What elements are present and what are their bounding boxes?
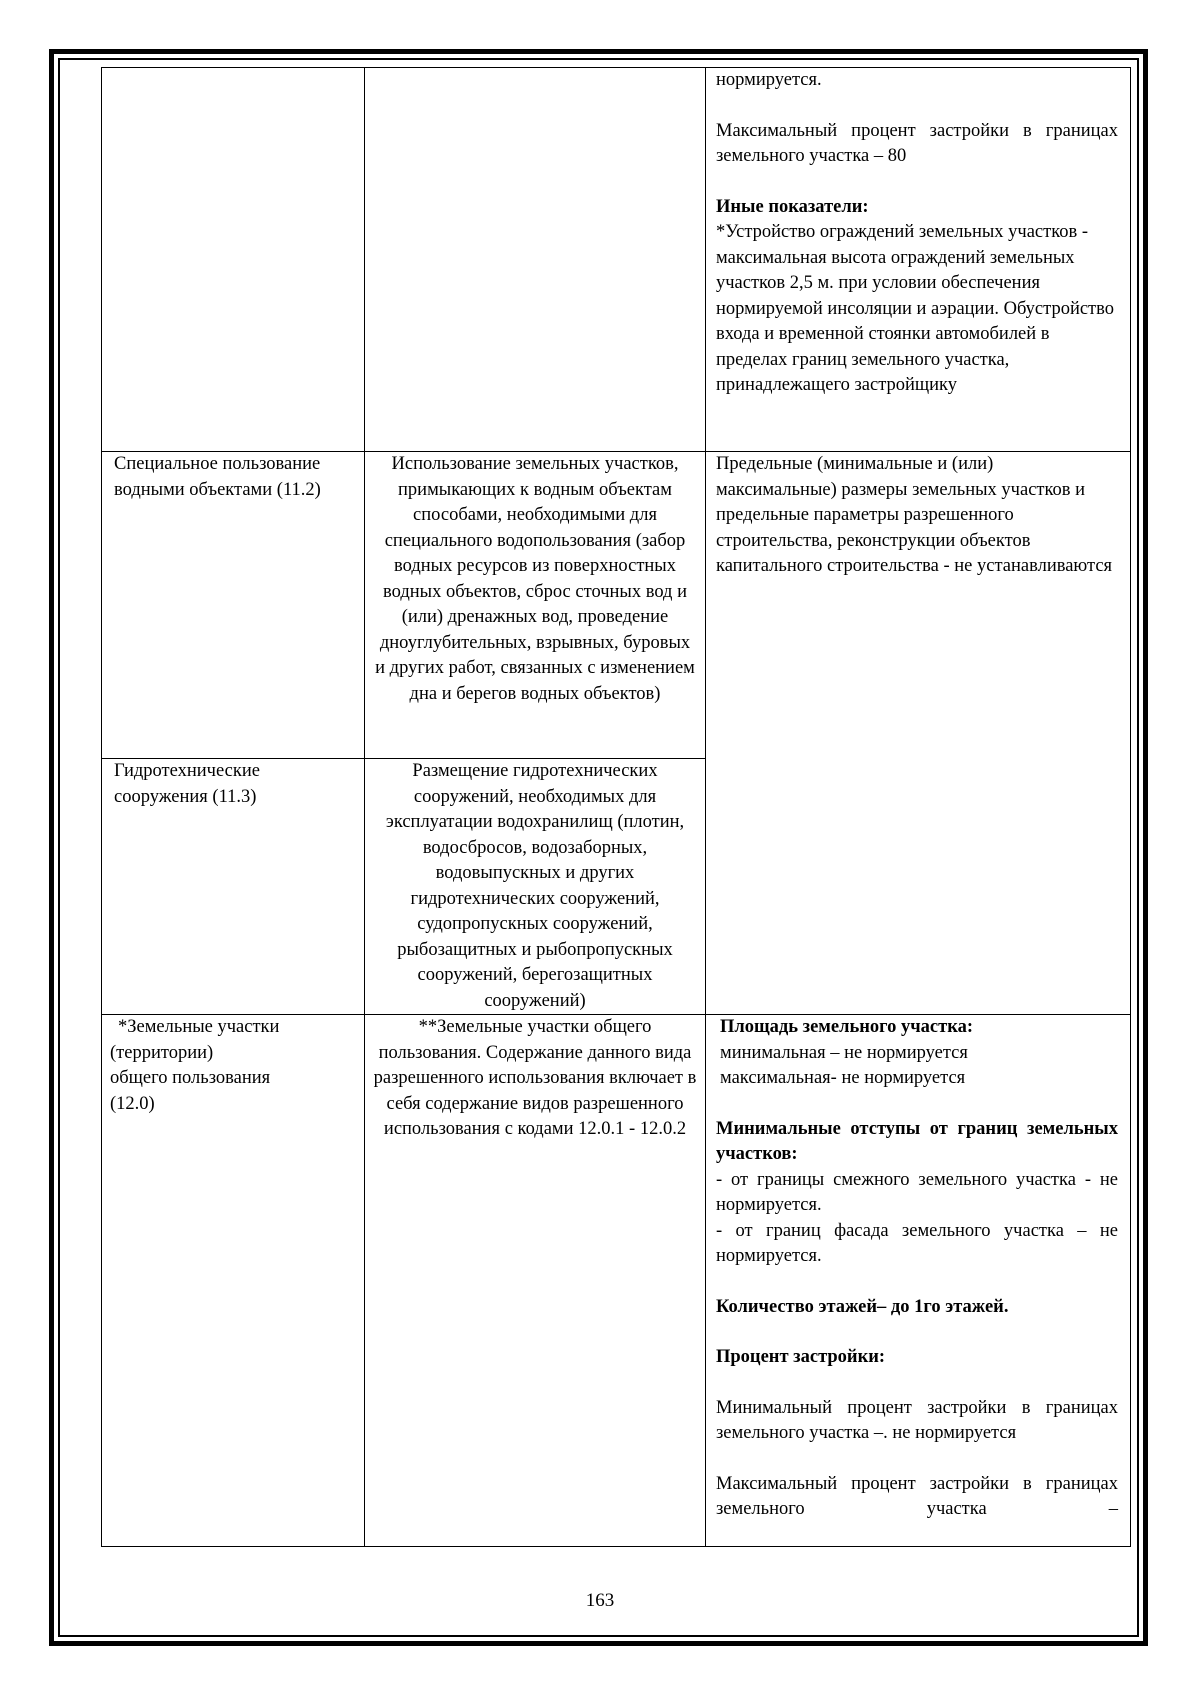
row1-parameters-cell: [706, 68, 1131, 452]
use-type-public-line3: общего пользования: [110, 1068, 271, 1088]
parameters-cell: [706, 452, 1131, 1015]
max-percent-text: Максимальный процент застройки в границах земельного участка – 80: [716, 120, 1118, 166]
fence-text: *Устройство ограждений земельных участков - максимальная высота ограждений земельных участков 2,5 м. при условии обеспечения нормируемой инсоляции и аэрации. Обустройство входа и временной стоянки автомобилей в пределах границ земельного участка, принадлежащего застройщику: [716, 222, 1115, 395]
floors-text: Количество этажей– до 1го этажей.: [716, 1296, 1009, 1317]
use-type-cell: [102, 759, 365, 1015]
setback-neighbor: - от границы смежного земельного участка - не нормируется.: [716, 1169, 1118, 1215]
description-cell: [365, 759, 706, 1015]
percent-heading: Процент застройки:: [716, 1347, 886, 1367]
use-type-public-line1: *Земельные участки: [118, 1017, 280, 1037]
zoning-table: [101, 67, 1131, 1547]
use-type-cell: [102, 452, 365, 759]
area-heading: Площадь земельного участка:: [720, 1017, 974, 1037]
area-min: минимальная – не нормируется: [720, 1042, 968, 1063]
row1-use-cell: [102, 68, 365, 452]
min-percent-text: Минимальный процент застройки в границах земельного участка –. не нормируется: [716, 1397, 1118, 1443]
page-number: 163: [585, 1590, 615, 1611]
use-type-public-line4: (12.0): [110, 1093, 155, 1114]
use-type-cell: [102, 1015, 365, 1547]
use-type-hydro: Гидротехнические сооружения (11.3): [114, 761, 260, 807]
parameters-not-set: Предельные (минимальные и (или) максимальные) размеры земельных участков и предельные параметры разрешенного строительства, реконструкции объектов капитального строительства - не устанавливаются: [716, 454, 1113, 576]
use-type-public-line2: (территории): [110, 1042, 214, 1063]
row1-description-cell: [365, 68, 706, 452]
use-type-water: Специальное пользование водными объектами (11.2): [114, 454, 321, 500]
setback-facade: - от границ фасада земельного участка – не нормируется.: [716, 1220, 1118, 1266]
description-public: **Земельные участки общего пользования. Содержание данного вида разрешенного использования включает в себя содержание видов разрешенного использования с кодами 12.0.1 - 12.0.2: [373, 1017, 697, 1139]
setback-heading: Минимальные отступы от границ земельных участков:: [716, 1118, 1118, 1164]
parameters-cell: [706, 1015, 1131, 1547]
other-indicators-heading: Иные показатели:: [716, 196, 869, 217]
description-water: Использование земельных участков, примыкающих к водным объектам способами, необходимыми для специального водопользования (забор водных ресурсов из поверхностных водных объектов, сброс сточных вод и (или) дренажных вод, проведение дноуглубительных, взрывных, буровых и других работ, связанных с изменением дна и берегов водных объектов): [375, 454, 695, 704]
max-percent-text: Максимальный процент застройки в границах земельного участка –: [716, 1473, 1118, 1519]
description-hydro: Размещение гидротехнических сооружений, необходимых для эксплуатации водохранилищ (плотин, водосбросов, водозаборных, водовыпускных и других гидротехнических сооружений, судопропускных сооружений, рыбозащитных и рыбопропускных сооружений, берегозащитных сооружений): [385, 761, 685, 1011]
table-row: [102, 1015, 1131, 1547]
table-row: [102, 452, 1131, 759]
table-row: [102, 68, 1131, 452]
description-cell: [365, 1015, 706, 1547]
description-cell: [365, 452, 706, 759]
area-max: максимальная- не нормируется: [720, 1068, 966, 1088]
norm-line: нормируется.: [716, 70, 822, 90]
